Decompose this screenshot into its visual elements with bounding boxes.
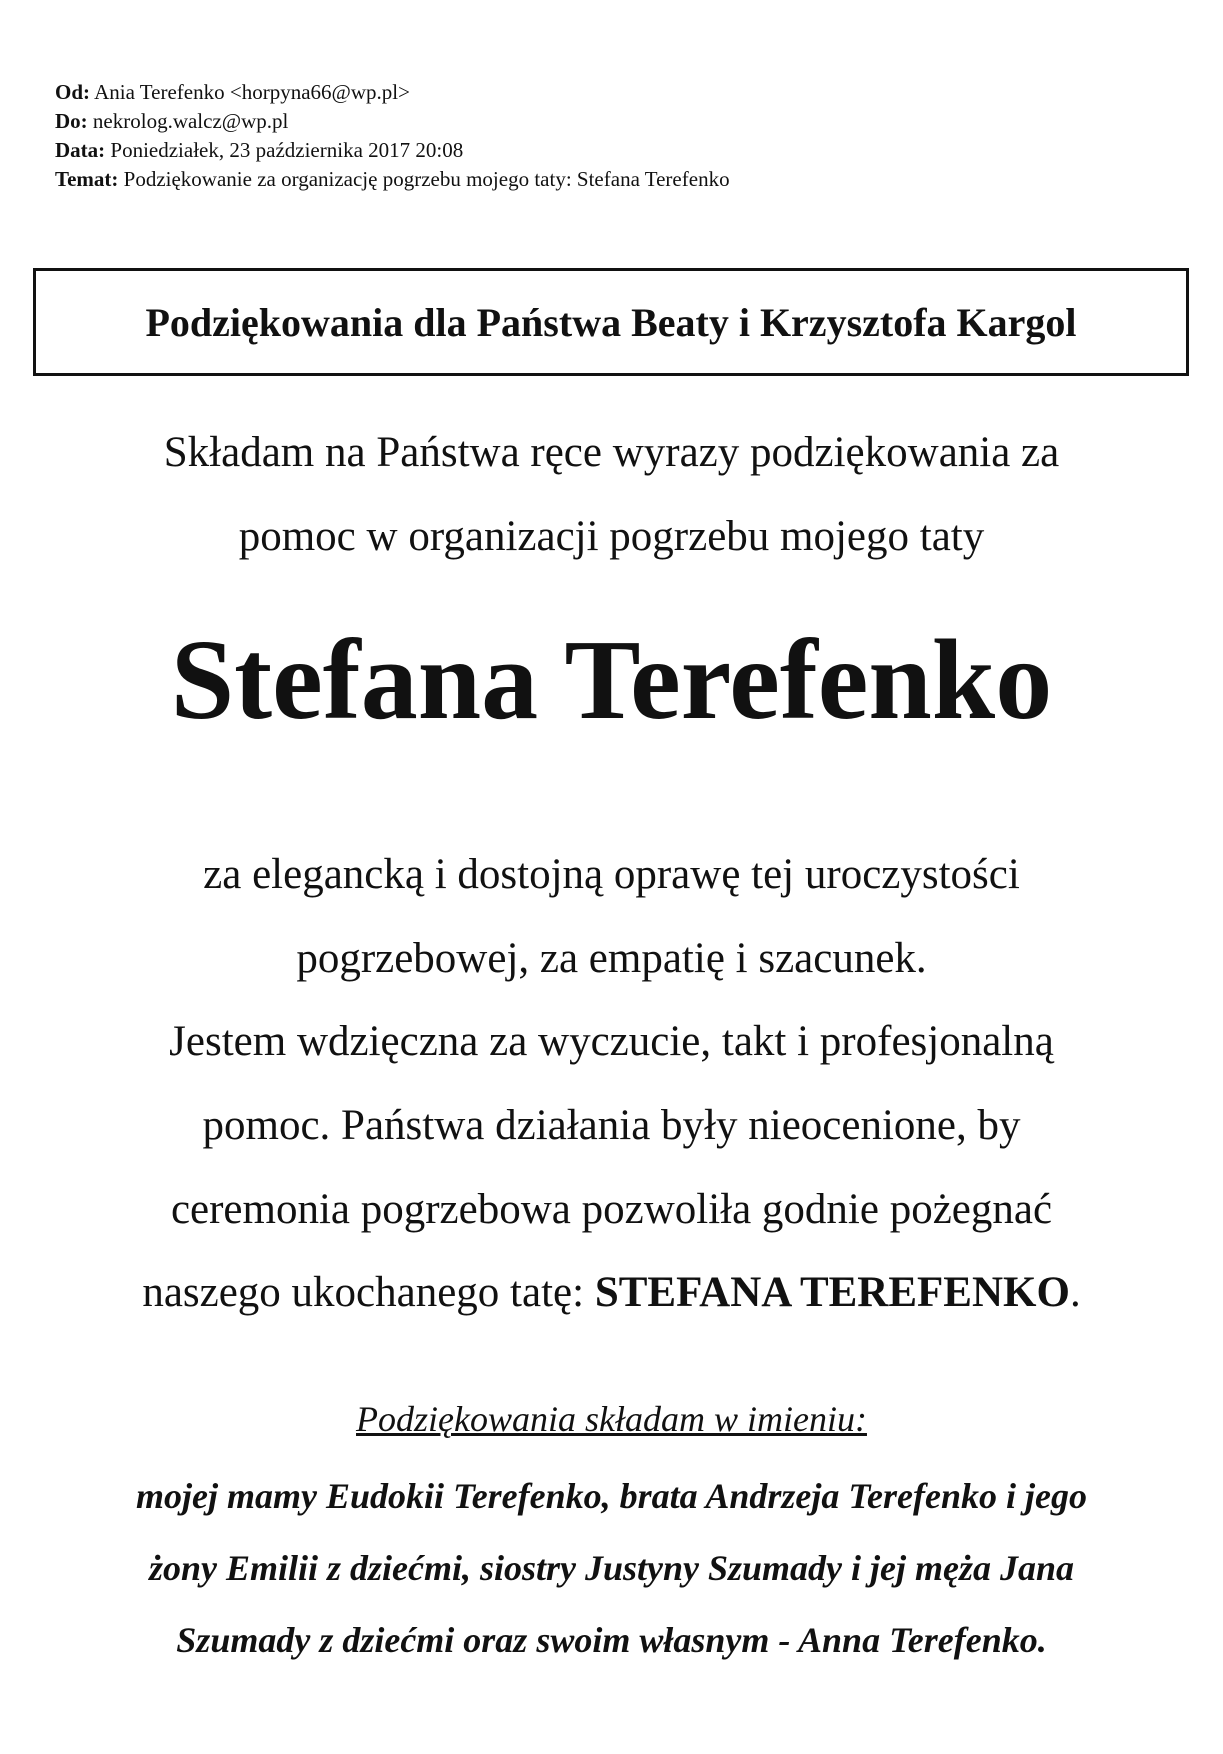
from-label: Od: [55,80,91,104]
body-line: Jestem wdzięczna za wyczucie, takt i profesjonalną [169,1018,1054,1065]
names-line: Szumady z dziećmi oraz swoim własnym - Anna Terefenko. [176,1620,1047,1660]
body-line: ceremonia pogrzebowa pozwoliła godnie pożegnać [170,1186,1053,1233]
title-text: Podziękowania dla Państwa Beaty i Krzysztofa Kargol [145,299,1077,345]
names-line: mojej mamy Eudokii Terefenko, brata Andrzeja Terefenko i jego [136,1476,1087,1516]
body-line: za elegancką i dostojną oprawę tej uroczystości [203,851,1020,898]
header-subject-row [55,165,730,194]
names-line: żony Emilii z dziećmi, siostry Justyny Szumady i jej męża Jana [148,1548,1075,1588]
final-line-prefix: naszego ukochanego tatę: [142,1269,595,1316]
thanks-heading: Podziękowania składam w imieniu: [356,1399,867,1439]
deceased-name: Stefana Terefenko [170,616,1053,743]
final-line-suffix: . [1069,1269,1081,1316]
to-value: nekrolog.walcz@wp.pl [92,109,289,133]
intro-line: pomoc w organizacji pogrzebu mojego taty [238,513,985,560]
from-value: Ania Terefenko <horpyna66@wp.pl> [94,80,410,104]
header-from-row [55,78,730,107]
to-label: Do: [55,109,88,133]
subject-value: Podziękowanie za organizację pogrzebu mojego taty: Stefana Terefenko [123,167,730,191]
final-line [0,1268,1223,1317]
title-box [33,268,1189,376]
body-line: pogrzebowej, za empatię i szacunek. [296,935,927,982]
email-header [55,78,730,194]
date-label: Data: [55,138,106,162]
header-date-row [55,136,730,165]
header-to-row [55,107,730,136]
date-value: Poniedziałek, 23 października 2017 20:08 [110,138,464,162]
final-line-name: STEFANA TEREFENKO [594,1269,1070,1316]
subject-label: Temat: [55,167,119,191]
body-line: pomoc. Państwa działania były nieocenione, by [202,1102,1021,1149]
intro-line: Składam na Państwa ręce wyrazy podziękowania za [163,429,1060,476]
